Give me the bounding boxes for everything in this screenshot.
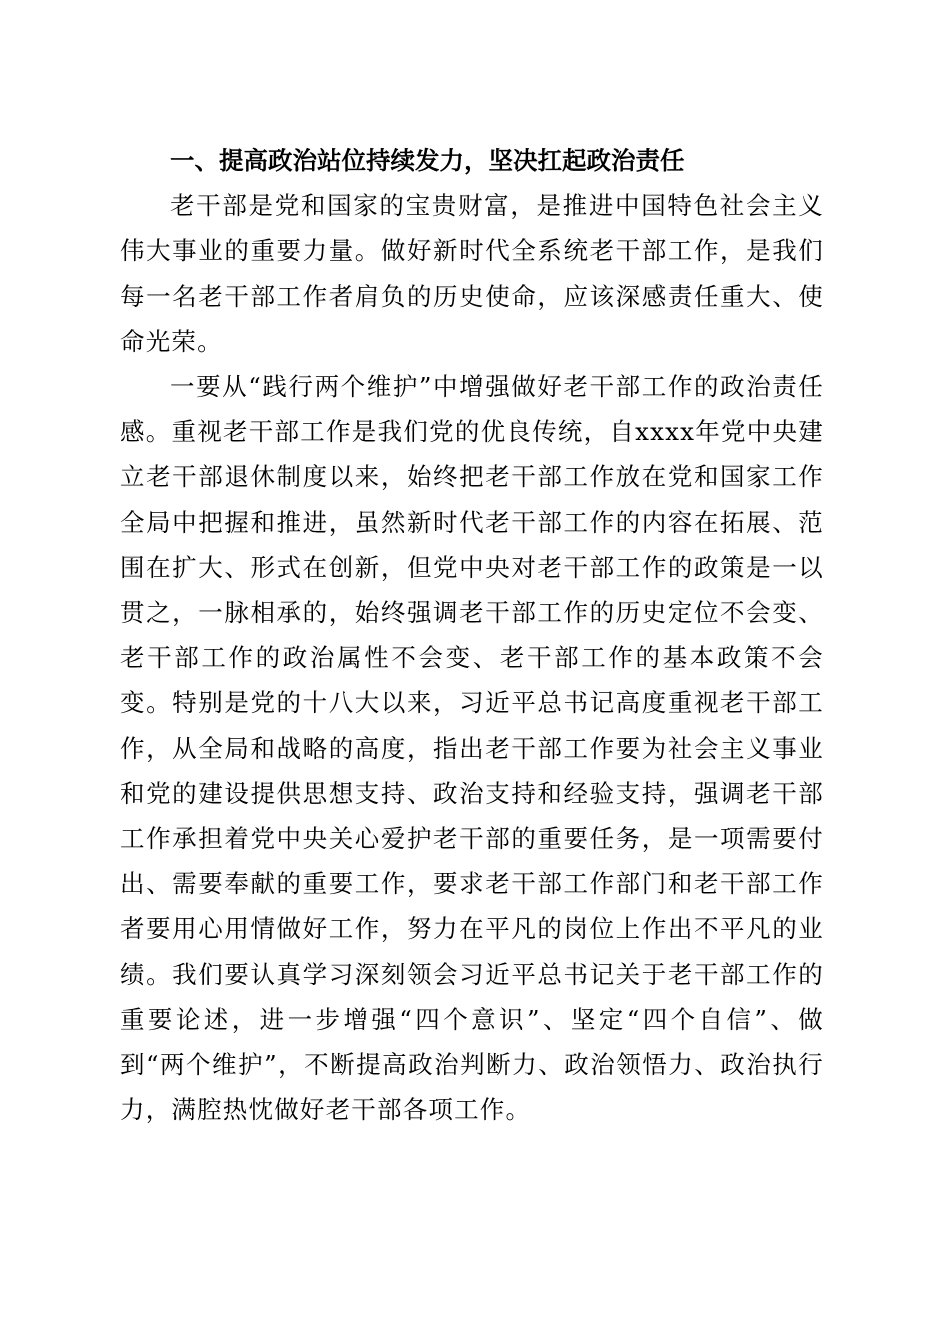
paragraph-political-responsibility: 一要从“践行两个维护”中增强做好老干部工作的政治责任感。重视老干部工作是我们党的优良传统，自xxxx年党中央建立老干部退休制度以来，始终把老干部工作放在党和国家工作全局中把握和推进，虽然新时代老干部工作的内容在拓展、范围在扩大、形式在创新，但党中央对老干部工作的政策是一以贯之，一脉相承的，始终强调老干部工作的历史定位不会变、老干部工作的政治属性不会变、老干部工作的基本政策不会变。特别是党的十八大以来，习近平总书记高度重视老干部工作，从全局和战略的高度，指出老干部工作要为社会主义事业和党的建设提供思想支持、政治支持和经验支持，强调老干部工作承担着党中央关心爱护老干部的重要任务，是一项需要付出、需要奉献的重要工作，要求老干部工作部门和老干部工作者要用心用情做好工作，努力在平凡的岗位上作出不平凡的业绩。我们要认真学习深刻领会习近平总书记关于老干部工作的重要论述，进一步增强“四个意识”、坚定“四个自信”、做到“两个维护”，不断提高政治判断力、政治领悟力、政治执行力，满腔热忱做好老干部各项工作。 <box>120 372 824 1125</box>
paragraph-intro: 老干部是党和国家的宝贵财富，是推进中国特色社会主义伟大事业的重要力量。做好新时代全系统老干部工作，是我们每一名老干部工作者肩负的历史使命，应该深感责任重大、使命光荣。 <box>120 191 824 356</box>
document-body <box>120 138 824 1132</box>
section-heading: 一、提高政治站位持续发力，坚决扛起政治责任 <box>170 146 685 175</box>
